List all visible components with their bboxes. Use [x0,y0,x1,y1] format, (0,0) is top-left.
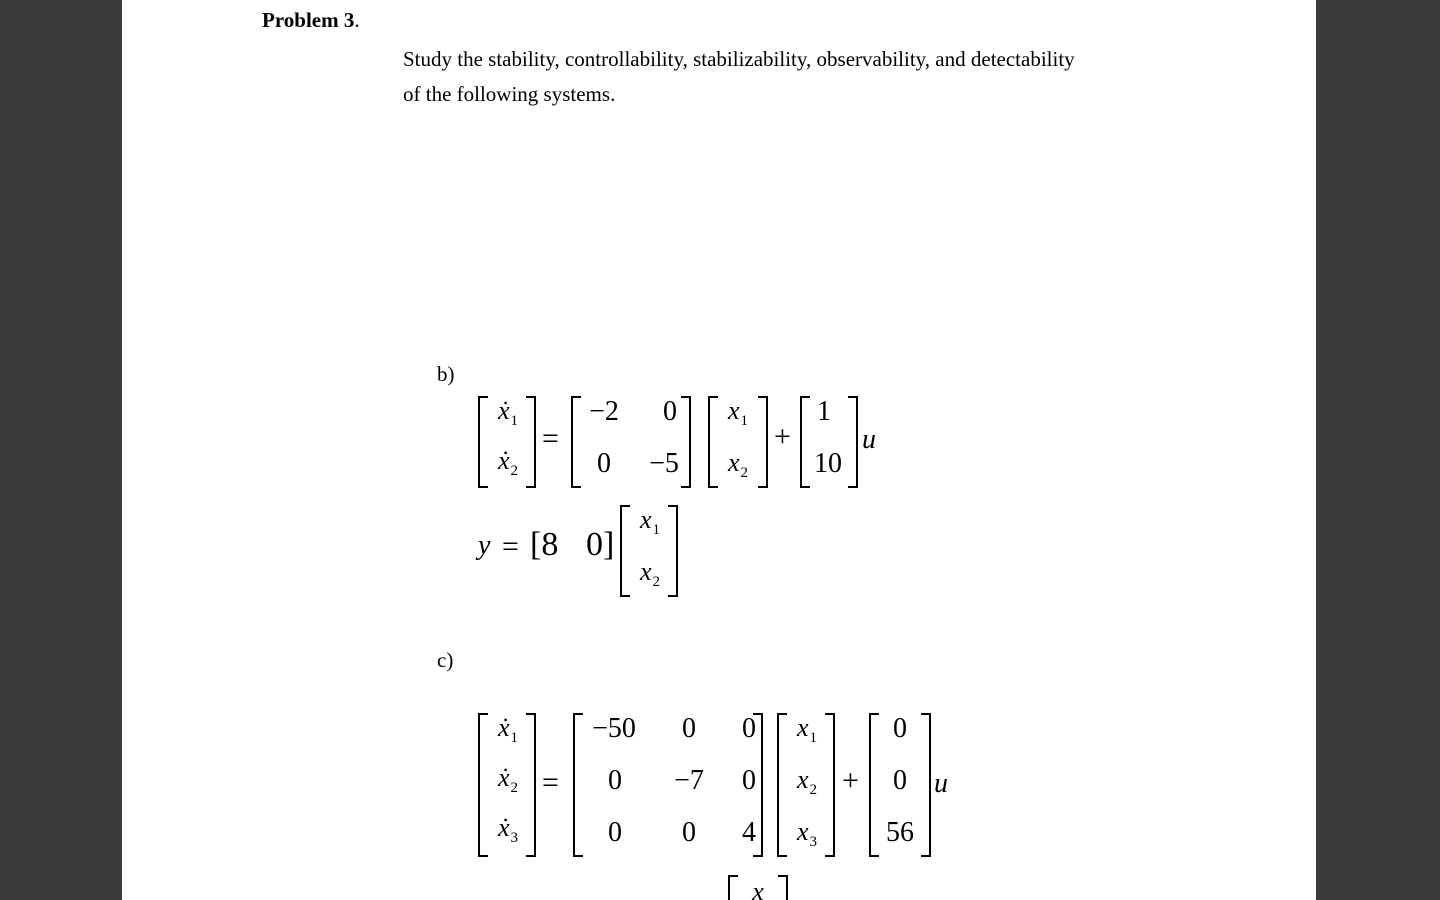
c-u: u [934,768,948,799]
b-u: u [862,424,876,455]
document-page [122,0,1316,900]
b-y: y [478,530,491,561]
b-xdot-vector: ẋ$_1$ ẋ$_2$ [478,396,536,488]
intro-line-2: of the following systems. [403,82,616,106]
c-equals: = [542,766,559,799]
b-output-x-vector: $x_1$ $x_2$ [620,505,678,597]
b-C-open: [8 [530,526,559,563]
b-x-vector: $x_1$ $x_2$ [708,396,768,488]
part-b-label: b) [437,362,455,386]
b-A-matrix: −2 0 0 −5 [571,396,691,488]
b-C-close: 0] [586,526,615,563]
c-output-x-vector-partial: x [728,875,788,900]
problem-statement [403,42,1075,112]
b-B-vector: 1 10 [800,396,858,488]
part-c-label: c) [437,648,454,672]
problem-title: Problem 3. [262,8,360,32]
intro-line-1: Study the stability, controllability, stabilizability, observability, and detectability [403,47,1075,71]
b-plus: + [774,420,791,453]
b-equals: = [542,422,559,455]
c-plus: + [842,764,859,797]
c-B-vector: 0 0 56 [869,713,931,857]
b-y-equals: = [502,530,519,563]
c-xdot-vector: ẋ$_1$ ẋ$_2$ ẋ$_3$ [478,713,536,857]
c-A-matrix: −50 0 0 0 −7 0 0 0 4 [573,713,763,857]
c-x-vector: $x_1$ $x_2$ $x_3$ [777,713,835,857]
